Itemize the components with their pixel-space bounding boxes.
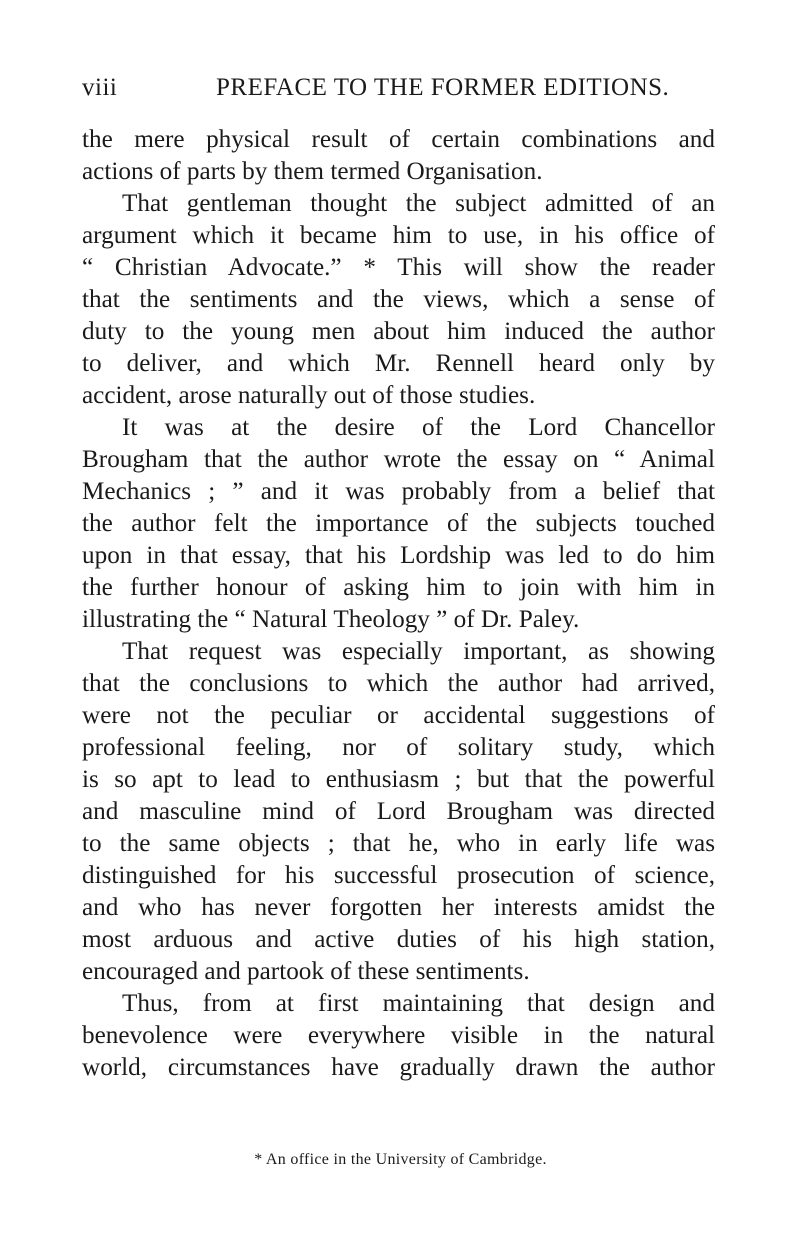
text-line: that the sentiments and the views, which a sense of [82,286,715,313]
text-line: distinguished for his successful prosecution of science, [82,862,715,889]
body-text [82,124,715,1084]
text-line: duty to the young men about him induced the author [82,318,715,345]
text-line: world, circumstances have gradually drawn the author [82,1054,715,1081]
text-line: professional feeling, nor of solitary study, which [82,734,715,761]
text-line: is so apt to lead to enthusiasm ; but that the powerful [82,766,715,793]
text-line: accident, arose naturally out of those studies. [82,382,536,409]
text-line: the further honour of asking him to join with him in [82,574,715,601]
text-line: most arduous and active duties of his high station, [82,926,715,953]
footnote: * An office in the University of Cambridge. [254,1151,547,1168]
running-head [82,74,719,104]
text-line: benevolence were everywhere visible in the natural [82,1022,715,1049]
text-line: the author felt the importance of the subjects touched [82,510,715,537]
text-line: to the same objects ; that he, who in early life was [82,830,715,857]
text-line: argument which it became him to use, in his office of [82,222,715,249]
text-line: and who has never forgotten her interests amidst the [82,894,715,921]
text-line: “ Christian Advocate.” * This will show the reader [82,254,715,281]
text-line: Brougham that the author wrote the essay on “ Animal [82,446,715,473]
text-line: illustrating the “ Natural Theology ” of Dr. Paley. [82,606,580,633]
running-title: PREFACE TO THE FORMER EDITIONS. [216,74,670,101]
text-line: were not the peculiar or accidental suggestions of [82,702,715,729]
text-line: actions of parts by them termed Organisation. [82,158,543,185]
text-line: upon in that essay, that his Lordship was led to do him [82,542,715,569]
text-line: Mechanics ; ” and it was probably from a belief that [82,478,715,505]
text-line: to deliver, and which Mr. Rennell heard only by [82,350,715,377]
text-line: encouraged and partook of these sentiments. [82,958,530,985]
text-line: the mere physical result of certain combinations and [82,126,715,153]
text-line: Thus, from at first maintaining that design and [122,990,715,1017]
text-line: It was at the desire of the Lord Chancellor [122,414,715,441]
text-line: That gentleman thought the subject admitted of an [122,190,715,217]
text-line: that the conclusions to which the author had arrived, [82,670,715,697]
text-line: and masculine mind of Lord Brougham was directed [82,798,715,825]
page-number: viii [82,74,118,101]
text-line: That request was especially important, as showing [122,638,715,665]
